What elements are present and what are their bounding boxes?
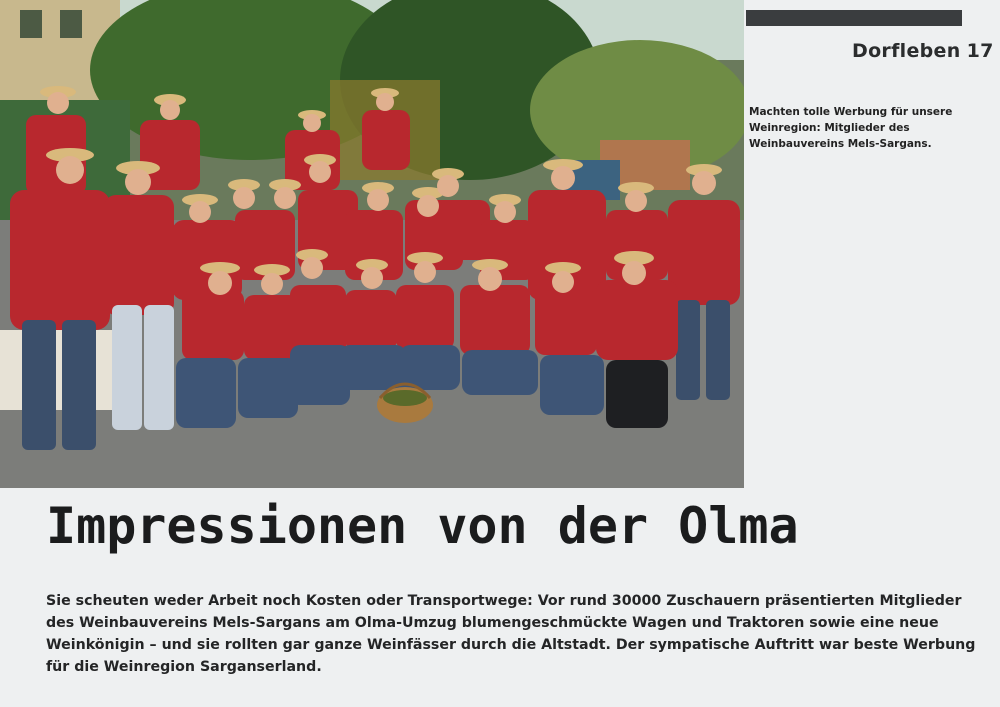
article-lead: Sie scheuten weder Arbeit noch Kosten oder Transportwege: Vor rund 30000 Zuschauern präsentierten Mitglieder des Weinbauvereins Mels-Sargans am Olma-Umzug blumengeschmückte Wagen und Traktoren sowie eine neue Weinkönigin – und sie rollten gar ganze Weinfässer durch die Altstadt. Der sympatische Auftritt war beste Werbung für die Weinregion Sarganserland. bbox=[46, 593, 976, 675]
header-rule bbox=[746, 10, 962, 26]
page-number: 17 bbox=[966, 40, 994, 62]
photo-caption: Machten tolle Werbung für unsere Weinregion: Mitglieder des Weinbauvereins Mels-Sargans. bbox=[749, 106, 953, 150]
section-header bbox=[852, 40, 994, 62]
section-label: Dorfleben bbox=[852, 40, 961, 62]
article-headline: Impressionen von der Olma bbox=[46, 497, 799, 555]
